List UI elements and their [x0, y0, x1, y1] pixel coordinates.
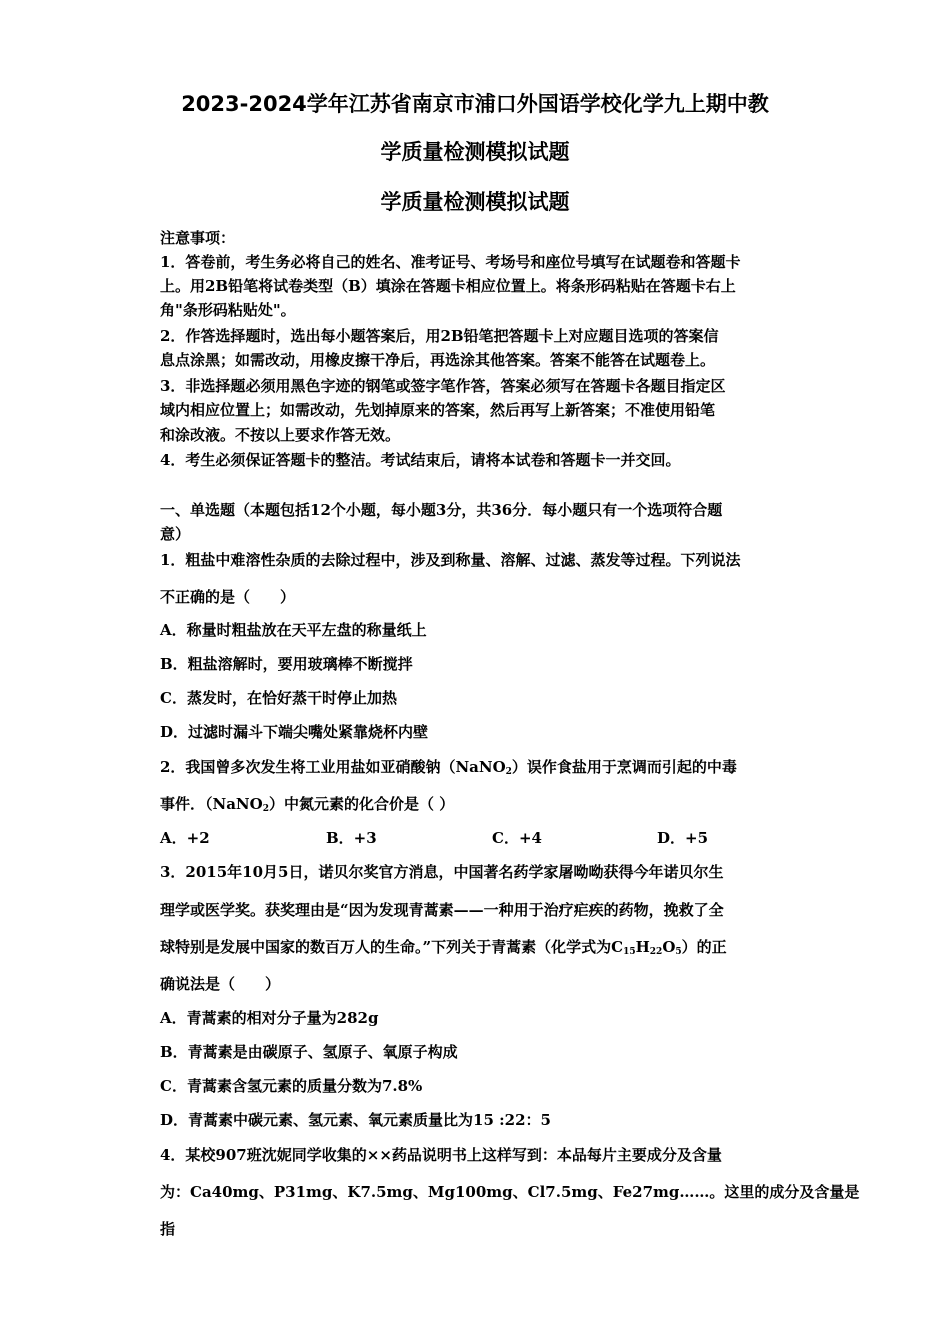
- notice-line: 上。用2B铅笔将试卷类型（B）填涂在答题卡相应位置上。将条形码粘贴在答题卡右上: [160, 277, 736, 295]
- notice-line: 和涂改液。不按以上要求作答无效。: [160, 426, 401, 444]
- q3-option-b: B．青蒿素是由碳原子、氢原子、氧原子构成: [160, 1043, 458, 1061]
- section-heading-cont: 意）: [160, 525, 191, 543]
- subscript: 5: [675, 947, 682, 957]
- q3-option-a: A．青蒿素的相对分子量为282g: [160, 1009, 379, 1027]
- notice-line: 2．作答选择题时，选出每小题答案后，用2B铅笔把答题卡上对应题目选项的答案信: [160, 327, 719, 345]
- q1-stem: 1．粗盐中难溶性杂质的去除过程中，涉及到称量、溶解、过滤、蒸发等过程。下列说法: [160, 551, 741, 569]
- q4-stem: 4．某校907班沈妮同学收集的××药品说明书上这样写到：本品每片主要成分及含量: [160, 1146, 722, 1164]
- q3-stem-cont: 理学或医学奖。获奖理由是“因为发现青蒿素——一种用于治疗疟疾的药物，挽救了全: [160, 901, 724, 919]
- q1-option-c: C．蒸发时，在恰好蒸干时停止加热: [160, 689, 397, 707]
- q2-option-c: C．+4: [492, 829, 542, 847]
- notice-line: 4．考生必须保证答题卡的整洁。考试结束后，请将本试卷和答题卡一并交回。: [160, 451, 681, 469]
- subscript: 2: [262, 804, 269, 814]
- q2-stem-text: 2．我国曾多次发生将工业用盐如亚硝酸钠（NaNO: [160, 758, 506, 776]
- q2-option-d: D．+5: [657, 829, 709, 847]
- title-line-1: 2023-2024学年江苏省南京市浦口外国语学校化学九上期中教: [181, 92, 769, 116]
- title-line-3: 学质量检测模拟试题: [380, 190, 570, 214]
- q3-stem-text: ）的正: [681, 938, 727, 956]
- q3-stem-text: 球特别是发展中国家的数百万人的生命。”下列关于青蒿素（化学式为C: [160, 938, 624, 956]
- q1-stem-cont: 不正确的是（ ）: [160, 588, 296, 606]
- q1-option-b: B．粗盐溶解时，要用玻璃棒不断搅拌: [160, 655, 413, 673]
- subscript: 2: [505, 767, 512, 777]
- subscript: 15: [623, 947, 636, 957]
- q3-stem-cont: 确说法是（ ）: [160, 975, 281, 993]
- title-line-2: 学质量检测模拟试题: [380, 140, 570, 164]
- q3-option-d: D．青蒿素中碳元素、氢元素、氧元素质量比为15 :22：5: [160, 1111, 551, 1129]
- notice-line: 息点涂黑；如需改动，用橡皮擦干净后，再选涂其他答案。答案不能答在试题卷上。: [160, 351, 716, 369]
- q2-option-a: A．+2: [160, 829, 210, 847]
- notice-line: 3．非选择题必须用黑色字迹的钢笔或签字笔作答，答案必须写在答题卡各题目指定区: [160, 377, 726, 395]
- formula-element: O: [662, 938, 676, 956]
- section-heading: 一、单选题（本题包括12个小题，每小题3分，共36分．每小题只有一个选项符合题: [160, 501, 723, 519]
- notice-heading: 注意事项：: [160, 229, 236, 247]
- subscript: 22: [649, 947, 663, 957]
- notice-line: 域内相应位置上；如需改动，先划掉原来的答案，然后再写上新答案；不准使用铅笔: [160, 401, 716, 419]
- q1-option-a: A．称量时粗盐放在天平左盘的称量纸上: [160, 621, 427, 639]
- q3-stem: 3．2015年10月5日，诺贝尔奖官方消息，中国著名药学家屠呦呦获得今年诺贝尔生: [160, 863, 724, 881]
- q2-stem-text: ）中氮元素的化合价是（ ）: [268, 795, 455, 813]
- q2-stem: [160, 757, 800, 782]
- q2-stem-cont: [160, 794, 800, 819]
- q2-stem-text: 事件．（NaNO: [160, 795, 263, 813]
- formula-element: H: [635, 938, 650, 956]
- q3-stem-cont: [160, 937, 800, 962]
- notice-line: 1．答卷前，考生务必将自己的姓名、准考证号、考场号和座位号填写在试题卷和答题卡: [160, 253, 741, 271]
- q2-option-b: B．+3: [326, 829, 377, 847]
- notice-line: 角"条形码粘贴处"。: [160, 301, 296, 319]
- q4-stem-cont: 为：Ca40mg、P31mg、K7.5mg、Mg100mg、Cl7.5mg、Fe27mg……。这里的成分及含量是: [160, 1183, 860, 1201]
- q1-option-d: D．过滤时漏斗下端尖嘴处紧靠烧杯内壁: [160, 723, 429, 741]
- q3-option-c: C．青蒿素含氢元素的质量分数为7.8%: [160, 1077, 423, 1095]
- q4-stem-cont: 指: [160, 1220, 176, 1238]
- q2-stem-text: ）误作食盐用于烹调而引起的中毒: [511, 758, 737, 776]
